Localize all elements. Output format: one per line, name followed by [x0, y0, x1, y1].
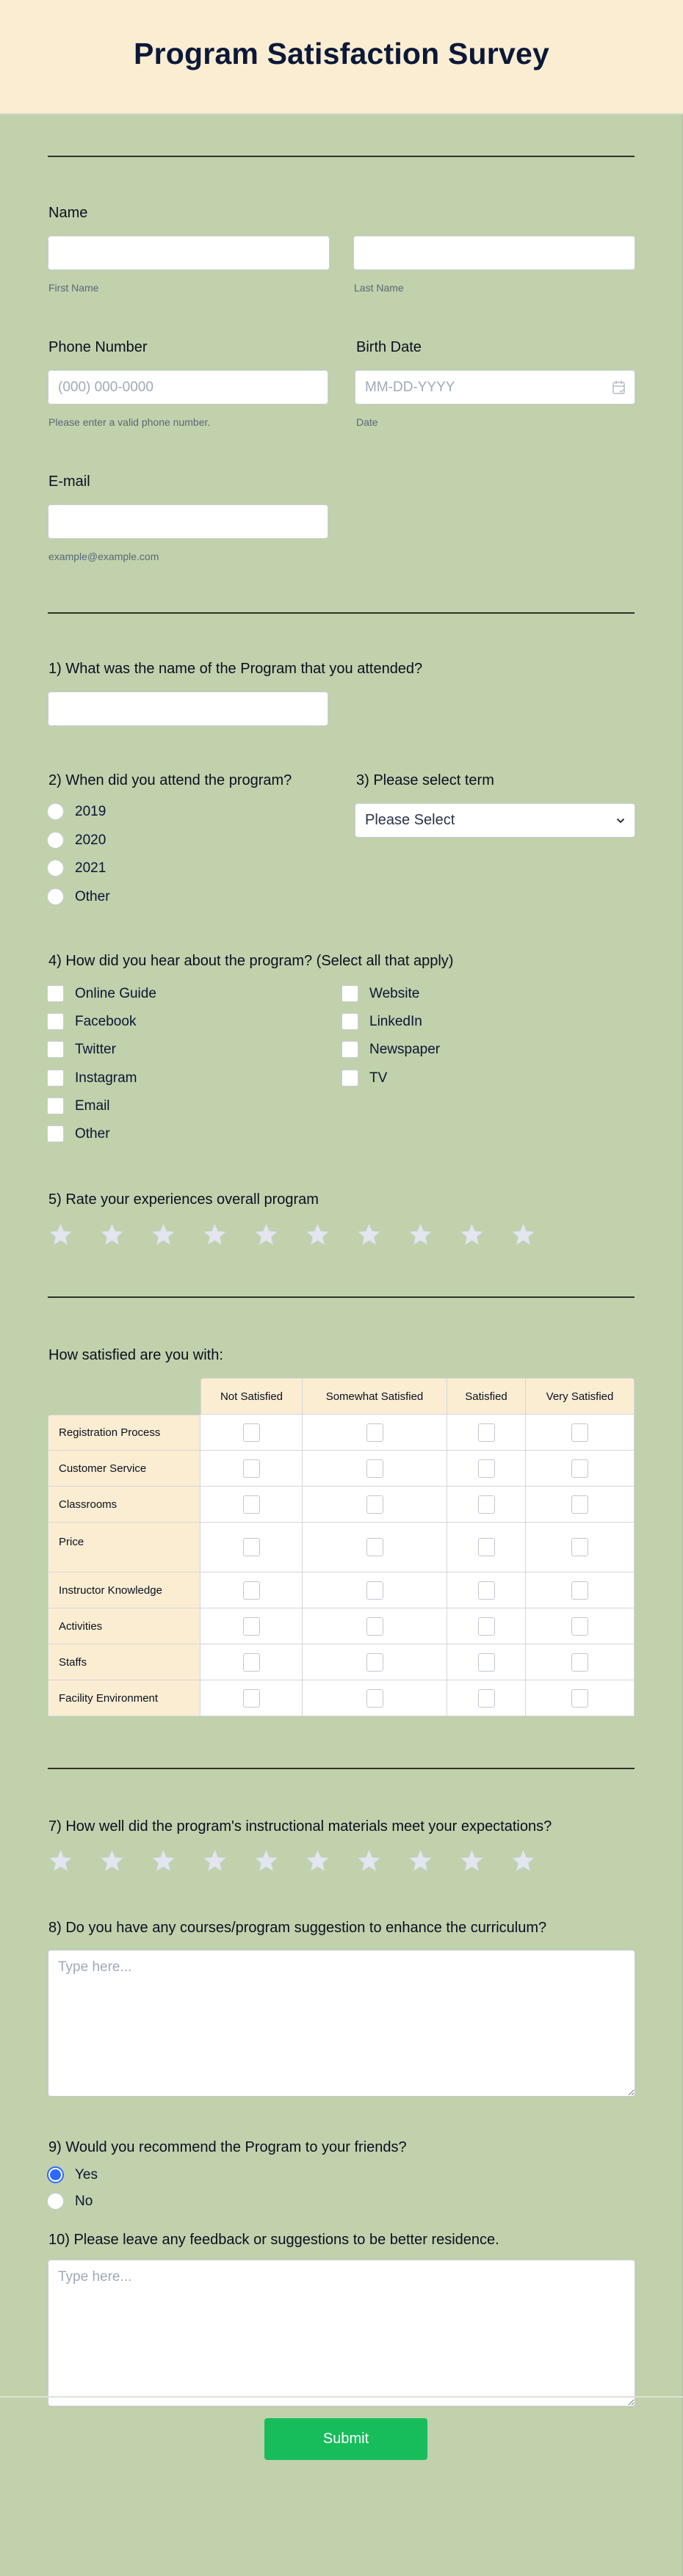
checkbox[interactable]	[342, 985, 358, 1002]
checkbox-label: Website	[369, 985, 420, 1001]
q5-label: 5) Rate your experiences overall program	[48, 1191, 319, 1208]
term-select[interactable]	[355, 803, 635, 838]
section-divider	[48, 1768, 635, 1769]
checkbox-instagram[interactable]	[47, 1070, 137, 1086]
matrix-checkbox[interactable]	[478, 1581, 495, 1600]
matrix-row-label: Classrooms	[48, 1487, 200, 1523]
curriculum-suggestion-textarea[interactable]	[48, 1950, 635, 2097]
matrix-cell	[200, 1523, 303, 1572]
matrix-cell	[303, 1451, 447, 1487]
radio-label: No	[75, 2193, 93, 2209]
matrix-cell	[200, 1608, 303, 1644]
q10-label: 10) Please leave any feedback or suggestions to be better residence.	[48, 2232, 499, 2248]
matrix-column-header: Very Satisfied	[526, 1378, 635, 1415]
matrix-checkbox[interactable]	[366, 1617, 383, 1636]
matrix-checkbox[interactable]	[366, 1495, 383, 1514]
q1-label: 1) What was the name of the Program that you attended?	[48, 661, 423, 677]
matrix-cell	[526, 1523, 635, 1572]
radio-button[interactable]	[47, 832, 64, 849]
star-icon[interactable]	[151, 1848, 176, 1873]
matrix-checkbox[interactable]	[243, 1689, 260, 1708]
checkbox-label: Online Guide	[75, 985, 156, 1001]
q4-label: 4) How did you hear about the program? (Select all that apply)	[48, 953, 454, 969]
matrix-row-label: Customer Service	[48, 1451, 200, 1487]
matrix-checkbox[interactable]	[571, 1581, 588, 1600]
first-name-input[interactable]	[48, 236, 330, 270]
checkbox[interactable]	[47, 1070, 64, 1086]
page-title: Program Satisfaction Survey	[134, 36, 549, 70]
matrix-checkbox[interactable]	[243, 1495, 260, 1514]
q9-label: 9) Would you recommend the Program to your friends?	[48, 2139, 407, 2155]
checkbox-newspaper[interactable]	[342, 1041, 440, 1058]
radio-no[interactable]	[47, 2193, 93, 2210]
q2-label: 2) When did you attend the program?	[48, 772, 292, 788]
matrix-cell	[303, 1487, 447, 1523]
checkbox-other[interactable]	[47, 1125, 110, 1142]
matrix-row-label: Price	[48, 1523, 200, 1572]
phone-label: Phone Number	[48, 339, 148, 355]
select-value: Please Select	[365, 812, 455, 828]
checkbox-twitter[interactable]	[47, 1041, 116, 1058]
matrix-checkbox[interactable]	[571, 1495, 588, 1514]
star-icon[interactable]	[99, 1222, 125, 1247]
matrix-row	[48, 1415, 635, 1451]
matrix-checkbox[interactable]	[478, 1689, 495, 1708]
matrix-row-label: Staffs	[48, 1644, 200, 1680]
matrix-column-header: Satisfied	[447, 1378, 526, 1415]
matrix-cell	[447, 1523, 526, 1572]
matrix-checkbox[interactable]	[571, 1653, 588, 1672]
checkbox[interactable]	[47, 1125, 64, 1142]
checkbox-linkedin[interactable]	[342, 1013, 422, 1030]
checkbox-label: LinkedIn	[369, 1013, 422, 1029]
matrix-cell	[200, 1451, 303, 1487]
checkbox-website[interactable]	[342, 985, 419, 1002]
matrix-cell	[200, 1572, 303, 1608]
star-icon[interactable]	[99, 1848, 125, 1873]
matrix-row-label: Registration Process	[48, 1415, 200, 1451]
section-divider	[48, 1296, 635, 1298]
radio-button[interactable]	[47, 860, 64, 877]
radio-other[interactable]	[47, 888, 110, 905]
checkbox[interactable]	[47, 1097, 64, 1114]
program-name-input[interactable]	[48, 692, 328, 726]
star-icon[interactable]	[253, 1222, 279, 1247]
matrix-checkbox[interactable]	[243, 1538, 260, 1556]
last-name-input[interactable]	[353, 236, 635, 270]
matrix-cell	[447, 1572, 526, 1608]
checkbox-label: Instagram	[75, 1070, 137, 1086]
last-name-sublabel: Last Name	[354, 282, 404, 294]
matrix-cell	[447, 1608, 526, 1644]
star-icon[interactable]	[408, 1222, 433, 1247]
checkbox-label: Facebook	[75, 1013, 137, 1029]
checkbox[interactable]	[342, 1013, 358, 1030]
star-icon[interactable]	[48, 1222, 73, 1247]
star-icon[interactable]	[510, 1848, 536, 1873]
radio-button-selected[interactable]	[47, 2166, 64, 2183]
matrix-cell	[526, 1644, 635, 1680]
checkbox[interactable]	[47, 1013, 64, 1030]
matrix-checkbox[interactable]	[478, 1423, 495, 1442]
matrix-checkbox[interactable]	[366, 1689, 383, 1708]
checkbox-tv[interactable]	[342, 1070, 387, 1086]
checkbox[interactable]	[342, 1070, 358, 1086]
email-label: E-mail	[48, 474, 90, 490]
star-icon[interactable]	[202, 1848, 228, 1873]
name-label: Name	[48, 205, 88, 221]
matrix-row-label: Facility Environment	[48, 1680, 200, 1716]
matrix-cell	[200, 1487, 303, 1523]
checkbox[interactable]	[47, 1041, 64, 1058]
matrix-cell	[526, 1572, 635, 1608]
submit-button[interactable]: Submit	[264, 2418, 427, 2460]
checkbox[interactable]	[47, 985, 64, 1002]
matrix-checkbox[interactable]	[243, 1617, 260, 1636]
radio-button[interactable]	[47, 803, 64, 820]
matrix-checkbox[interactable]	[478, 1538, 495, 1556]
radio-button[interactable]	[47, 888, 64, 905]
birth-date-input[interactable]	[355, 370, 635, 404]
star-icon[interactable]	[305, 1222, 330, 1247]
matrix-row	[48, 1523, 635, 1572]
calendar-icon[interactable]	[612, 380, 626, 396]
radio-2019[interactable]	[47, 803, 106, 820]
star-icon[interactable]	[48, 1848, 73, 1873]
matrix-title: How satisfied are you with:	[48, 1347, 223, 1363]
star-icon[interactable]	[459, 1222, 485, 1247]
email-sublabel: example@example.com	[48, 551, 159, 562]
star-icon[interactable]	[510, 1222, 536, 1247]
matrix-checkbox[interactable]	[243, 1653, 260, 1672]
matrix-row	[48, 1644, 635, 1680]
matrix-cell	[303, 1680, 447, 1716]
star-icon[interactable]	[356, 1222, 382, 1247]
matrix-checkbox[interactable]	[366, 1581, 383, 1600]
matrix-cell	[447, 1680, 526, 1716]
matrix-cell	[526, 1415, 635, 1451]
overall-rating-stars[interactable]	[48, 1222, 536, 1247]
email-input[interactable]	[48, 504, 328, 539]
matrix-checkbox[interactable]	[571, 1617, 588, 1636]
matrix-row	[48, 1451, 635, 1487]
star-icon[interactable]	[202, 1222, 228, 1247]
matrix-row-label: Instructor Knowledge	[48, 1572, 200, 1608]
radio-yes[interactable]	[47, 2166, 98, 2183]
matrix-corner	[48, 1378, 200, 1415]
phone-input[interactable]	[48, 370, 328, 404]
matrix-column-header: Somewhat Satisfied	[303, 1378, 447, 1415]
matrix-row	[48, 1572, 635, 1608]
matrix-cell	[303, 1644, 447, 1680]
phone-sublabel: Please enter a valid phone number.	[48, 416, 211, 428]
matrix-cell	[447, 1451, 526, 1487]
matrix-checkbox[interactable]	[478, 1653, 495, 1672]
matrix-cell	[447, 1487, 526, 1523]
matrix-checkbox[interactable]	[366, 1423, 383, 1442]
checkbox[interactable]	[342, 1041, 358, 1058]
matrix-checkbox[interactable]	[571, 1538, 588, 1556]
matrix-cell	[200, 1415, 303, 1451]
matrix-checkbox[interactable]	[571, 1459, 588, 1478]
matrix-checkbox[interactable]	[478, 1459, 495, 1478]
section-divider	[48, 612, 635, 614]
checkbox-online-guide[interactable]	[47, 985, 156, 1002]
matrix-cell	[200, 1680, 303, 1716]
star-icon[interactable]	[356, 1848, 382, 1873]
birth-date-label: Birth Date	[356, 339, 422, 355]
matrix-row-label: Activities	[48, 1608, 200, 1644]
matrix-cell	[303, 1572, 447, 1608]
matrix-cell	[526, 1487, 635, 1523]
star-icon[interactable]	[459, 1848, 485, 1873]
checkbox-label: TV	[369, 1070, 388, 1086]
star-icon[interactable]	[151, 1222, 176, 1247]
checkbox-label: Email	[75, 1097, 110, 1114]
q7-label: 7) How well did the program's instructional materials meet your expectations?	[48, 1818, 552, 1835]
matrix-checkbox[interactable]	[366, 1459, 383, 1478]
matrix-checkbox[interactable]	[366, 1653, 383, 1672]
matrix-cell	[526, 1680, 635, 1716]
matrix-checkbox[interactable]	[571, 1689, 588, 1708]
form-header	[0, 0, 683, 115]
matrix-cell	[303, 1608, 447, 1644]
footer-divider	[0, 2396, 683, 2398]
matrix-checkbox[interactable]	[243, 1459, 260, 1478]
star-icon[interactable]	[305, 1848, 330, 1873]
matrix-cell	[200, 1644, 303, 1680]
radio-label: 2020	[75, 832, 106, 848]
radio-2020[interactable]	[47, 832, 106, 849]
matrix-cell	[303, 1415, 447, 1451]
q8-label: 8) Do you have any courses/program suggestion to enhance the curriculum?	[48, 1920, 547, 1936]
section-divider	[48, 156, 635, 157]
matrix-checkbox[interactable]	[478, 1617, 495, 1636]
matrix-cell	[447, 1415, 526, 1451]
satisfaction-matrix	[48, 1378, 635, 1716]
q3-label: 3) Please select term	[356, 772, 494, 788]
matrix-row	[48, 1487, 635, 1523]
checkbox-label: Newspaper	[369, 1041, 441, 1057]
matrix-column-header: Not Satisfied	[200, 1378, 303, 1415]
star-icon[interactable]	[253, 1848, 279, 1873]
radio-2021[interactable]	[47, 860, 106, 877]
radio-label: 2019	[75, 803, 106, 819]
checkbox-facebook[interactable]	[47, 1013, 136, 1030]
radio-label: Yes	[75, 2166, 98, 2183]
star-icon[interactable]	[408, 1848, 433, 1873]
matrix-cell	[526, 1451, 635, 1487]
first-name-sublabel: First Name	[48, 282, 99, 294]
feedback-textarea[interactable]	[48, 2260, 635, 2406]
matrix-checkbox[interactable]	[478, 1495, 495, 1514]
checkbox-label: Twitter	[75, 1041, 116, 1057]
radio-label: 2021	[75, 860, 106, 876]
checkbox-label: Other	[75, 1125, 110, 1142]
matrix-cell	[526, 1608, 635, 1644]
matrix-checkbox[interactable]	[243, 1423, 260, 1442]
radio-button[interactable]	[47, 2193, 64, 2210]
radio-label: Other	[75, 888, 110, 904]
matrix-row	[48, 1608, 635, 1644]
matrix-row	[48, 1680, 635, 1716]
matrix-cell	[303, 1523, 447, 1572]
birth-date-sublabel: Date	[356, 416, 378, 428]
matrix-cell	[447, 1644, 526, 1680]
matrix-checkbox[interactable]	[571, 1423, 588, 1442]
chevron-down-icon	[616, 818, 625, 824]
matrix-checkbox[interactable]	[243, 1581, 260, 1600]
materials-rating-stars[interactable]	[48, 1848, 536, 1873]
matrix-checkbox[interactable]	[366, 1538, 383, 1556]
checkbox-email[interactable]	[47, 1097, 110, 1114]
